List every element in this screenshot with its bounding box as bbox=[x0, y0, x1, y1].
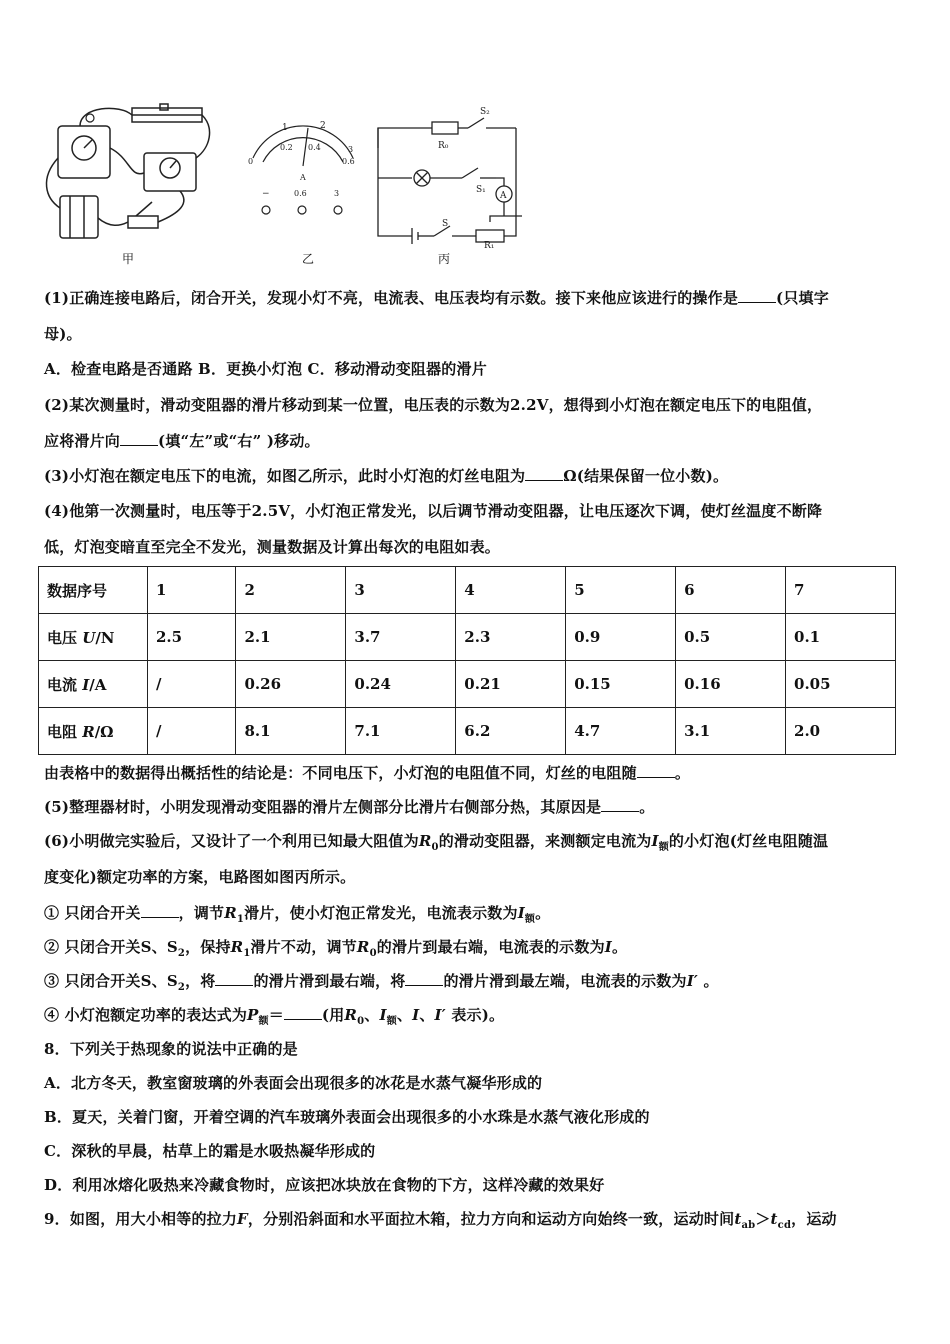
answer-blank bbox=[405, 971, 443, 986]
table-cell: 0.05 bbox=[786, 661, 896, 708]
table-row bbox=[39, 567, 896, 614]
table-cell: / bbox=[148, 661, 236, 708]
table-cell: 5 bbox=[566, 567, 676, 614]
terminal-label: 3 bbox=[334, 189, 340, 198]
q7-part5: (5)整理器材时，小明发现滑动变阻器的滑片左侧部分比滑片右侧部分热，其原因是 。 bbox=[44, 798, 655, 816]
switch-label: S₁ bbox=[476, 185, 486, 195]
table-cell: 4.7 bbox=[566, 708, 676, 755]
scale-label: A bbox=[300, 173, 306, 182]
table-row bbox=[39, 614, 896, 661]
table-cell: 0.1 bbox=[786, 614, 896, 661]
q7-part4-cont: 低，灯泡变暗直至完全不发光，测量数据及计算出每次的电阻如表。 bbox=[44, 538, 501, 556]
q8-option-d: D．利用冰熔化吸热来冷藏食物时，应该把冰块放在食物的下方，这样冷藏的效果好 bbox=[44, 1176, 605, 1194]
q7-part6-cont: 度变化)额定功率的方案，电路图如图丙所示。 bbox=[44, 868, 356, 886]
rheostat-label: R₁ bbox=[484, 241, 495, 248]
table-cell: 2.3 bbox=[456, 614, 566, 661]
figure-row bbox=[40, 98, 540, 270]
q9-stem: 9．如图，用大小相等的拉力F，分别沿斜面和水平面拉木箱，拉力方向和运动方向始终一致，运动时间$t_{ab}>t_{cd}$，运动 bbox=[44, 1210, 837, 1231]
figure-caption: 甲 bbox=[122, 252, 135, 266]
scale-label: 0.4 bbox=[308, 143, 321, 152]
table-cell: 3.1 bbox=[676, 708, 786, 755]
q7-part4: (4)他第一次测量时，电压等于2.5V，小灯泡正常发光，以后调节滑动变阻器，让电压逐次下调，使灯丝温度不断降 bbox=[44, 502, 823, 520]
table-cell: 电阻 R/Ω bbox=[39, 708, 148, 755]
switch-label: S bbox=[442, 219, 449, 229]
table-cell: 电流 I/A bbox=[39, 661, 148, 708]
table-cell: 0.24 bbox=[346, 661, 456, 708]
table-cell: 0.5 bbox=[676, 614, 786, 661]
answer-blank bbox=[120, 431, 158, 446]
table-cell: 2 bbox=[236, 567, 346, 614]
figure-caption: 丙 bbox=[438, 252, 451, 266]
q7-part1-cont: 母)。 bbox=[44, 325, 82, 343]
bulb-icon bbox=[86, 114, 94, 122]
q7-part1: (1)正确连接电路后，闭合开关，发现小灯不亮，电流表、电压表均有示数。接下来他应该进行的操作是 (只填字 bbox=[44, 289, 829, 307]
q7-conclusion: 由表格中的数据得出概括性的结论是：不同电压下，小灯泡的电阻值不同，灯丝的电阻随 。 bbox=[44, 764, 691, 782]
q8-option-b: B．夏天，关着门窗，开着空调的汽车玻璃外表面会出现很多的小水珠是水蒸气液化形成的 bbox=[44, 1108, 650, 1126]
q7-step4: ④ 小灯泡额定功率的表达式为$P_额=$ (用$R_0$、$I_额$、I、I′ 表示)。 bbox=[44, 1006, 505, 1027]
q7-step1: ① 只闭合开关 ，调节$R_1$滑片，使小灯泡正常发光，电流表示数为$I_额$。 bbox=[44, 904, 551, 925]
answer-blank bbox=[637, 763, 675, 778]
table-cell: 4 bbox=[456, 567, 566, 614]
answer-blank bbox=[215, 971, 253, 986]
q8-option-c: C．深秋的早晨，枯草上的霜是水吸热凝华形成的 bbox=[44, 1142, 376, 1160]
switch-label: S₂ bbox=[480, 107, 490, 117]
answer-blank bbox=[141, 903, 179, 918]
q7-step2: ② 只闭合开关S、$S_2$，保持$R_1$滑片不动，调节$R_0$的滑片到最右端，电流表的示数为I。 bbox=[44, 938, 628, 959]
table-cell: 0.15 bbox=[566, 661, 676, 708]
table-cell: 3.7 bbox=[346, 614, 456, 661]
answer-blank bbox=[525, 466, 563, 481]
q8-option-a: A．北方冬天，教室窗玻璃的外表面会出现很多的冰花是水蒸气凝华形成的 bbox=[44, 1074, 543, 1092]
terminal-label: 0.6 bbox=[294, 189, 307, 198]
table-cell: 0.21 bbox=[456, 661, 566, 708]
table-cell: 电压 U/N bbox=[39, 614, 148, 661]
table-cell: 数据序号 bbox=[39, 567, 148, 614]
scale-label: 0 bbox=[248, 157, 254, 166]
table-cell: 6 bbox=[676, 567, 786, 614]
table-cell: 7.1 bbox=[346, 708, 456, 755]
q7-part6: (6)小明做完实验后，又设计了一个利用已知最大阻值为$R_0$的滑动变阻器，来测额定电流为$I_额$的小灯泡(灯丝电阻随温 bbox=[44, 832, 829, 853]
scale-label: 1 bbox=[282, 123, 288, 133]
table-cell: 0.16 bbox=[676, 661, 786, 708]
table-cell: 7 bbox=[786, 567, 896, 614]
data-table bbox=[38, 566, 896, 755]
table-cell: 0.9 bbox=[566, 614, 676, 661]
table-cell: 2.5 bbox=[148, 614, 236, 661]
answer-blank bbox=[738, 288, 776, 303]
table-cell: 6.2 bbox=[456, 708, 566, 755]
scale-label: 0.2 bbox=[280, 143, 293, 152]
table-row bbox=[39, 708, 896, 755]
figure-ammeter bbox=[238, 98, 368, 248]
table-row bbox=[39, 661, 896, 708]
ammeter-label: A bbox=[500, 191, 507, 201]
figure-circuit bbox=[372, 98, 532, 248]
q8-stem: 8．下列关于热现象的说法中正确的是 bbox=[44, 1040, 298, 1058]
resistor-label: R₀ bbox=[438, 141, 449, 151]
figure-caption: 乙 bbox=[302, 252, 315, 266]
table-cell: 3 bbox=[346, 567, 456, 614]
answer-blank bbox=[284, 1005, 322, 1020]
terminal-label: − bbox=[262, 189, 270, 199]
figure-apparatus bbox=[40, 98, 220, 248]
table-cell: 2.1 bbox=[236, 614, 346, 661]
q7-part1-options: A．检查电路是否通路 B．更换小灯泡 C．移动滑动变阻器的滑片 bbox=[44, 360, 487, 378]
q7-part3: (3)小灯泡在额定电压下的电流，如图乙所示，此时小灯泡的灯丝电阻为 Ω(结果保留一位小数)。 bbox=[44, 467, 729, 485]
table-cell: 2.0 bbox=[786, 708, 896, 755]
table-cell: 0.26 bbox=[236, 661, 346, 708]
q7-part2-cont: 应将滑片向 (填“左”或“右” )移动。 bbox=[44, 432, 320, 450]
table-cell: 1 bbox=[148, 567, 236, 614]
scale-label: 3 bbox=[348, 145, 354, 154]
table-cell: / bbox=[148, 708, 236, 755]
q7-step3: ③ 只闭合开关S、$S_2$，将 的滑片滑到最右端，将 的滑片滑到最左端，电流表的示数为I′ 。 bbox=[44, 972, 719, 993]
answer-blank bbox=[601, 797, 639, 812]
scale-label: 0.6 bbox=[342, 157, 355, 166]
table-cell: 8.1 bbox=[236, 708, 346, 755]
q7-part2: (2)某次测量时，滑动变阻器的滑片移动到某一位置，电压表的示数为2.2V，想得到小灯泡在额定电压下的电阻值， bbox=[44, 396, 823, 414]
scale-label: 2 bbox=[320, 121, 326, 131]
